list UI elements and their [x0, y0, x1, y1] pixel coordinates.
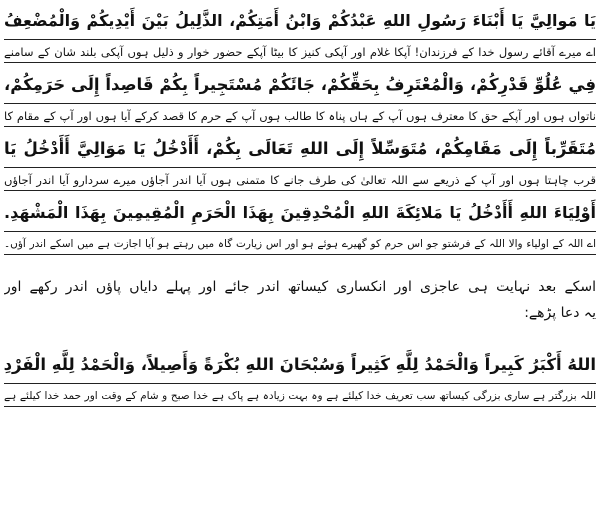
instruction-line: یہ دعا پڑھے: [524, 305, 596, 321]
instruction-line: اسکے بعد نہایت ہی عاجزی اور انکساری کیساتھ اندر جائے اور پہلے دایاں پاؤں اندر رکھے اور [4, 279, 596, 295]
urdu-translation-line: اے اللہ کے اولیاء والا اللہ کے فرشتو جو اس حرم کو گھیرے ہوئے ہو اور اس زیارت گاہ میں رہتے ہو آیا اجازت ہے میں اسکے اندر آؤں۔ [4, 231, 596, 255]
arabic-takbir-line: اللهُ أَكْبَرُ كَبِيراً وَالْحَمْدُ لِلَّهِ كَثِيراً وَسُبْحَانَ اللهِ بُكْرَةً وَأَصِيلاً، وَالْحَمْدُ لِلَّهِ الْفَرْدِ [4, 355, 596, 374]
urdu-translation-line: اللہ بزرگتر ہے ساری بزرگی کیساتھ سب تعریف خدا کیلئے ہے وہ بہت زیادہ ہے پاک ہے خدا صبح و شام کے وقت اور حمد خدا کیلئے ہے [4, 383, 596, 407]
spacer [4, 326, 596, 344]
arabic-text-line: مُتَقَرِّباً إِلَى مَقَامِكُمْ، مُتَوَسِّلاً إِلَى اللهِ تَعَالَى بِكُمْ، أَأَدْخُلُ يَا مَوَالِيَّ أَأَدْخُلُ يَا [4, 139, 596, 158]
urdu-translation-line: قرب چاہتا ہوں اور آپ کے ذریعے سے اللہ تعالیٰ کی طرف جانے کا متمنی ہوں آیا اندر آجاؤں میرے سردارو آیا اندر آجاؤں [4, 167, 596, 191]
arabic-text-line: أَوْلِيَاءَ اللهِ أَأَدْخُلُ يَا مَلائِكَةَ اللهِ الْمُحْدِقِينَ بِهَذَا الْحَرَمِ الْمُقِيمِينَ بِهَذَا الْمَشْهَدِ. [4, 203, 596, 222]
arabic-text-line: فِي عُلُوِّ قَدْرِكُمْ، وَالْمُعْتَرِفُ بِحَقِّكُمْ، جَائَكُمْ مُسْتَجِيراً بِكُمْ قَاصِداً إِلَى حَرَمِكُمْ، [4, 75, 596, 94]
urdu-translation-line: ناتواں ہوں اور آپکے حق کا معترف ہوں آپ کے ہاں پناہ کا طالب ہوں آپ کے حرم کا قصد کرکے آیا ہوں اور آپ کے مقام کا [4, 103, 596, 127]
urdu-translation-line: اے میرے آقائے رسول خدا کے فرزندان! آپکا غلام اور آپکی کنیز کا بیٹا آپکے حضور خوار و ذلیل ہوں آپکی بلند شان کے سامنے [4, 39, 596, 63]
arabic-text-line: يَا مَوالِيَّ يَا أَبْنَاءَ رَسُولِ اللهِ عَبْدُكُمْ وَابْنُ أَمَتِكُمْ، الذَّلِيلُ بَيْنَ أَيْدِيكُمْ وَالْمُضْعِفُ [4, 11, 596, 30]
spacer [4, 256, 596, 274]
